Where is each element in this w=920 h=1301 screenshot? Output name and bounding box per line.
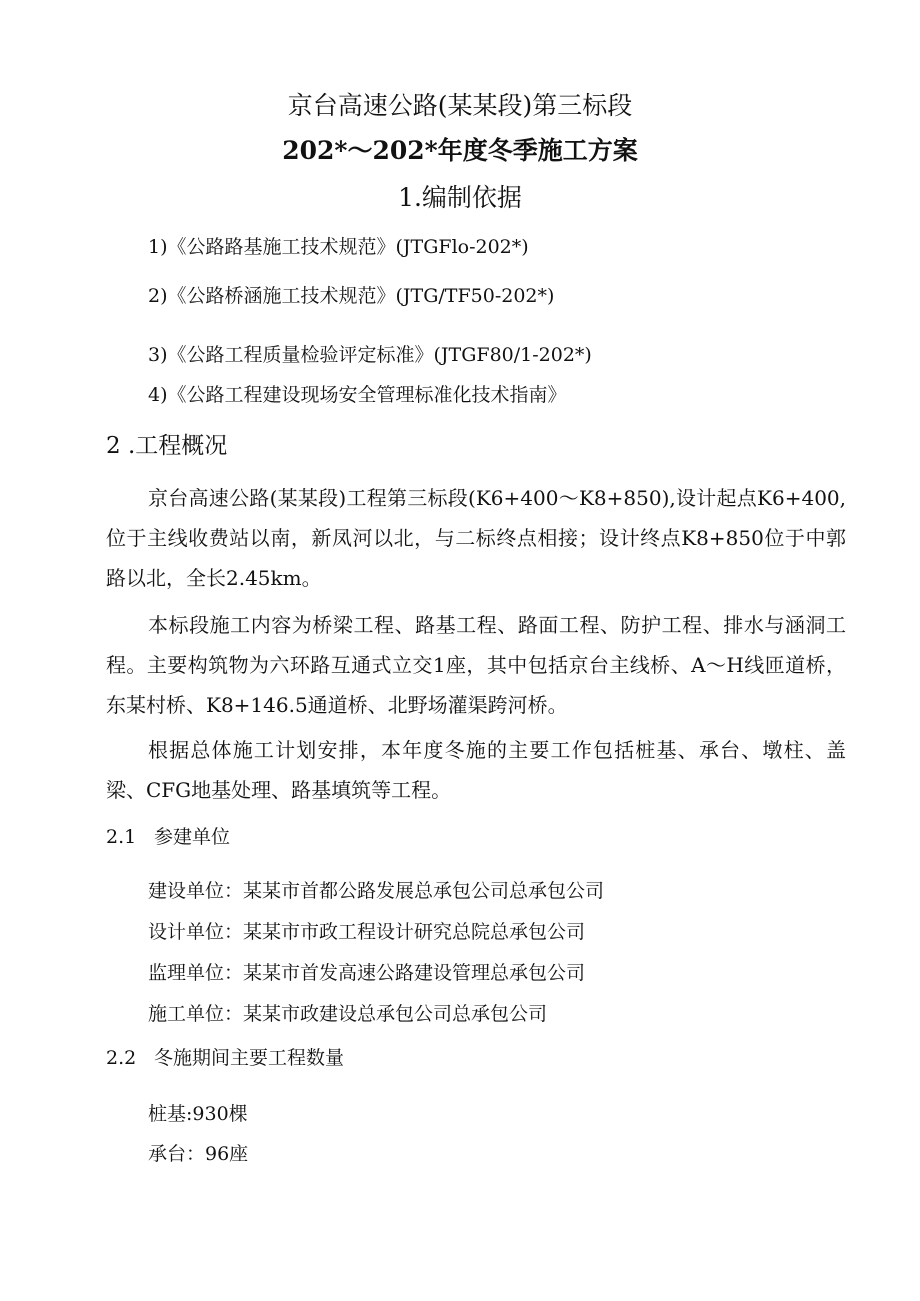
reference-item: 2)《公路桥涵施工技术规范》(JTG/TF50-202*) <box>148 285 555 307</box>
subsection-number: 2.2 <box>106 1047 137 1069</box>
reference-item: 3)《公路工程质量检验评定标准》(JTGF80/1-202*) <box>148 344 592 366</box>
overview-paragraph: 京台高速公路(某某段)工程第三标段(K6+400～K8+850),设计起点K6+400,位于主线收费站以南，新凤河以北，与二标终点相接；设计终点K8+850位于中郭路以北，全长2.45km。 <box>106 486 846 590</box>
section-2-heading: 2 .工程概况 <box>106 433 228 459</box>
quantity-item: 桩基:930棵 <box>148 1103 248 1125</box>
reference-item: 1)《公路路基施工技术规范》(JTGFlo-202*) <box>148 236 529 258</box>
unit-item: 设计单位：某某市市政工程设计研究总院总承包公司 <box>148 921 586 943</box>
unit-item: 施工单位：某某市政建设总承包公司总承包公司 <box>148 1003 548 1025</box>
document-title: 京台高速公路(某某段)第三标段 <box>287 91 633 120</box>
quantity-item: 承台：96座 <box>148 1143 249 1165</box>
scope-paragraph: 本标段施工内容为桥梁工程、路基工程、路面工程、防护工程、排水与涵洞工程。主要构筑物为六环路互通式立交1座，其中包括京台主线桥、A～H线匝道桥，东某村桥、K8+146.5通道桥、北野场灌渠跨河桥。 <box>106 613 846 717</box>
section-1-heading: 1.编制依据 <box>398 183 522 212</box>
subsection-2-1-heading <box>106 822 230 849</box>
document-subtitle: 202*～202*年度冬季施工方案 <box>282 136 638 165</box>
unit-item: 监理单位：某某市首发高速公路建设管理总承包公司 <box>148 962 586 984</box>
subsection-2-2-heading <box>106 1043 344 1070</box>
unit-item: 建设单位：某某市首都公路发展总承包公司总承包公司 <box>148 880 605 902</box>
winter-work-paragraph: 根据总体施工计划安排，本年度冬施的主要工作包括桩基、承台、墩柱、盖梁、CFG地基处理、路基填筑等工程。 <box>106 738 846 802</box>
subsection-number: 2.1 <box>106 826 137 848</box>
reference-item: 4)《公路工程建设现场安全管理标准化技术指南》 <box>148 384 567 406</box>
subsection-title: 参建单位 <box>154 826 231 848</box>
subsection-title: 冬施期间主要工程数量 <box>154 1047 345 1069</box>
